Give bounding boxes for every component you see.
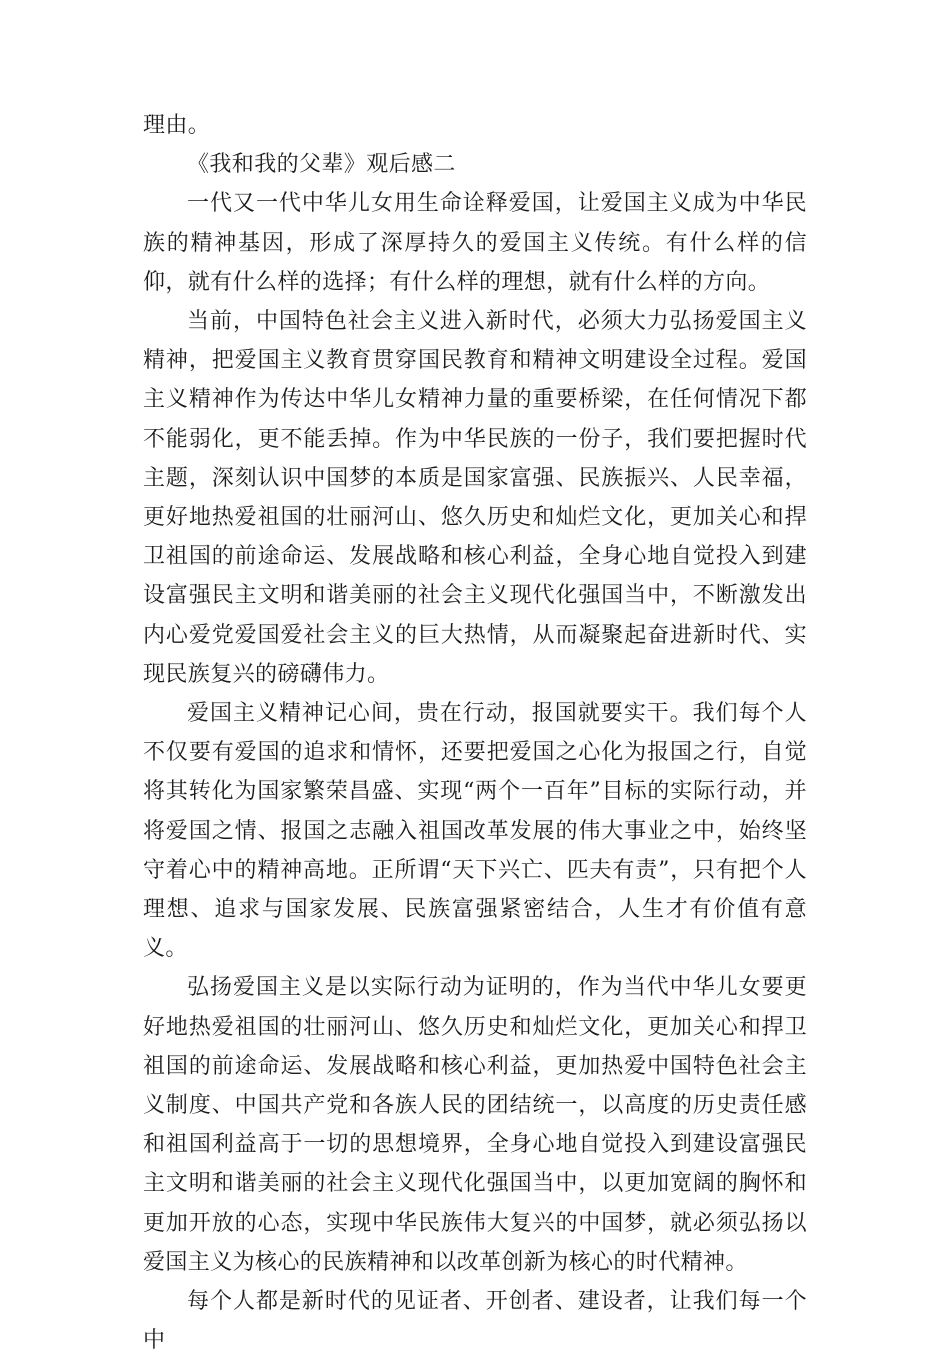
paragraph-3: 爱国主义精神记心间，贵在行动，报国就要实干。我们每个人不仅要有爱国的追求和情怀，还要把爱国之心化为报国之行，自觉将其转化为国家繁荣昌盛、实现“两个一百年”目标的实际行动，并将爱国之情、报国之志融入祖国改革发展的伟大事业之中，始终坚守着心中的精神高地。正所谓“天下兴亡、匹夫有责”，只有把个人理想、追求与国家发展、民族富强紧密结合，人生才有价值有意义。 xyxy=(143,701,807,962)
paragraph-2: 当前，中国特色社会主义进入新时代，必须大力弘扬爱国主义精神，把爱国主义教育贯穿国民教育和精神文明建设全过程。爱国主义精神作为传达中华儿女精神力量的重要桥梁，在任何情况下都不能弱化，更不能丢掉。作为中华民族的一份子，我们要把握时代主题，深刻认识中国梦的本质是国家富强、民族振兴、人民幸福，更好地热爱祖国的壮丽河山、悠久历史和灿烂文化，更加关心和捍卫祖国的前途命运、发展战略和核心利益，全身心地自觉投入到建设富强民主文明和谐美丽的社会主义现代化强国当中，不断激发出内心爱党爱国爱社会主义的巨大热情，从而凝聚起奋进新时代、实现民族复兴的磅礴伟力。 xyxy=(143,309,807,687)
paragraph-4: 弘扬爱国主义是以实际行动为证明的，作为当代中华儿女要更好地热爱祖国的壮丽河山、悠久历史和灿烂文化，更加关心和捍卫祖国的前途命运、发展战略和核心利益，更加热爱中国特色社会主义制度、中国共产党和各族人民的团结统一，以高度的历史责任感和祖国利益高于一切的思想境界，全身心地自觉投入到建设富强民主文明和谐美丽的社会主义现代化强国当中，以更加宽阔的胸怀和更加开放的心态，实现中华民族伟大复兴的中国梦，就必须弘扬以爱国主义为核心的民族精神和以改革创新为核心的时代精神。 xyxy=(143,975,807,1275)
paragraph-5: 每个人都是新时代的见证者、开创者、建设者，让我们每一个中 xyxy=(143,1289,807,1354)
paragraph-continuation: 理由。 xyxy=(143,113,211,138)
paragraph-1: 一代又一代中华儿女用生命诠释爱国，让爱国主义成为中华民族的精神基因，形成了深厚持久的爱国主义传统。有什么样的信仰，就有什么样的选择；有什么样的理想，就有什么样的方向。 xyxy=(143,191,807,295)
section-heading: 《我和我的父辈》观后感二 xyxy=(187,152,456,178)
document-page xyxy=(143,106,807,1361)
